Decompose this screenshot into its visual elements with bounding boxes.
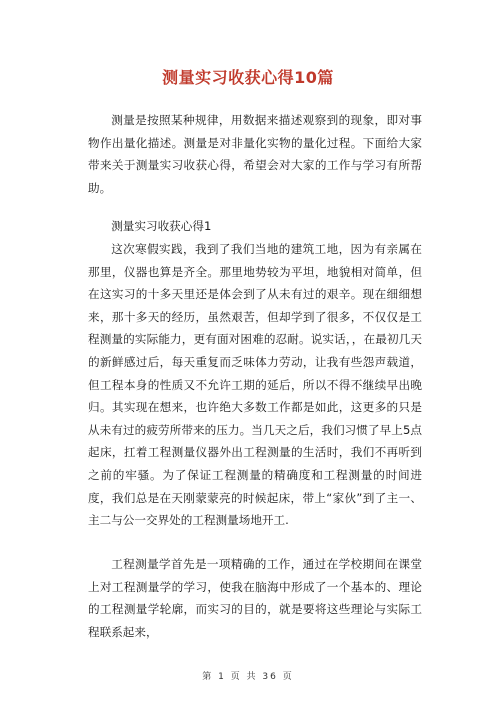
- body-paragraph: 工程测量学首先是一项精确的工作，通过在学校期间在课堂上对工程测量学的学习，使我在脑海中形成了一个基本的、理论的工程测量学轮廓，而实习的目的，就是要将这些理论与实际工程联系起来，: [88, 557, 422, 639]
- document-title: 测量实习收获心得10篇: [162, 68, 334, 87]
- section-heading: 测量实习收获心得1: [111, 219, 212, 233]
- intro-paragraph: 测量是按照某种规律，用数据来描述观察到的现象，即对事物作出量化描述。测量是对非量化实物的量化过程。下面给大家带来关于测量实习收获心得，希望会对大家的工作与学习有所帮助。: [88, 113, 422, 195]
- body-paragraph: 这次寒假实践，我到了我们当地的建筑工地，因为有亲属在那里，仪器也算是齐全。那里地势较为平坦，地貌相对简单，但在这实习的十多天里还是体会到了从未有过的艰辛。现在细细想来，那十多天的经历，虽然艰苦，但却学到了很多，不仅仅是工程测量的实际能力，更有面对困难的忍耐。说实话，，在最初几天的新鲜感过后，每天重复而乏味体力劳动，让我有些怨声载道，但工程本身的性质又不允许工期的延后，所以不得不继续早出晚归。其实现在想来，也许绝大多数工作都是如此，这更多的只是从未有过的疲劳所带来的压力。当几天之后，我们习惯了早上5点起床，扛着工程测量仪器外出工程测量的生活时，我们不再听到之前的牢骚。为了保证工程测量的精确度和工程测量的时间进度，我们总是在天刚蒙蒙亮的时候起床，带上“家伙”到了主一、主二与公一交界处的工程测量场地开工.: [88, 242, 422, 528]
- page-footer: 第 1 页 共 36 页: [202, 672, 294, 682]
